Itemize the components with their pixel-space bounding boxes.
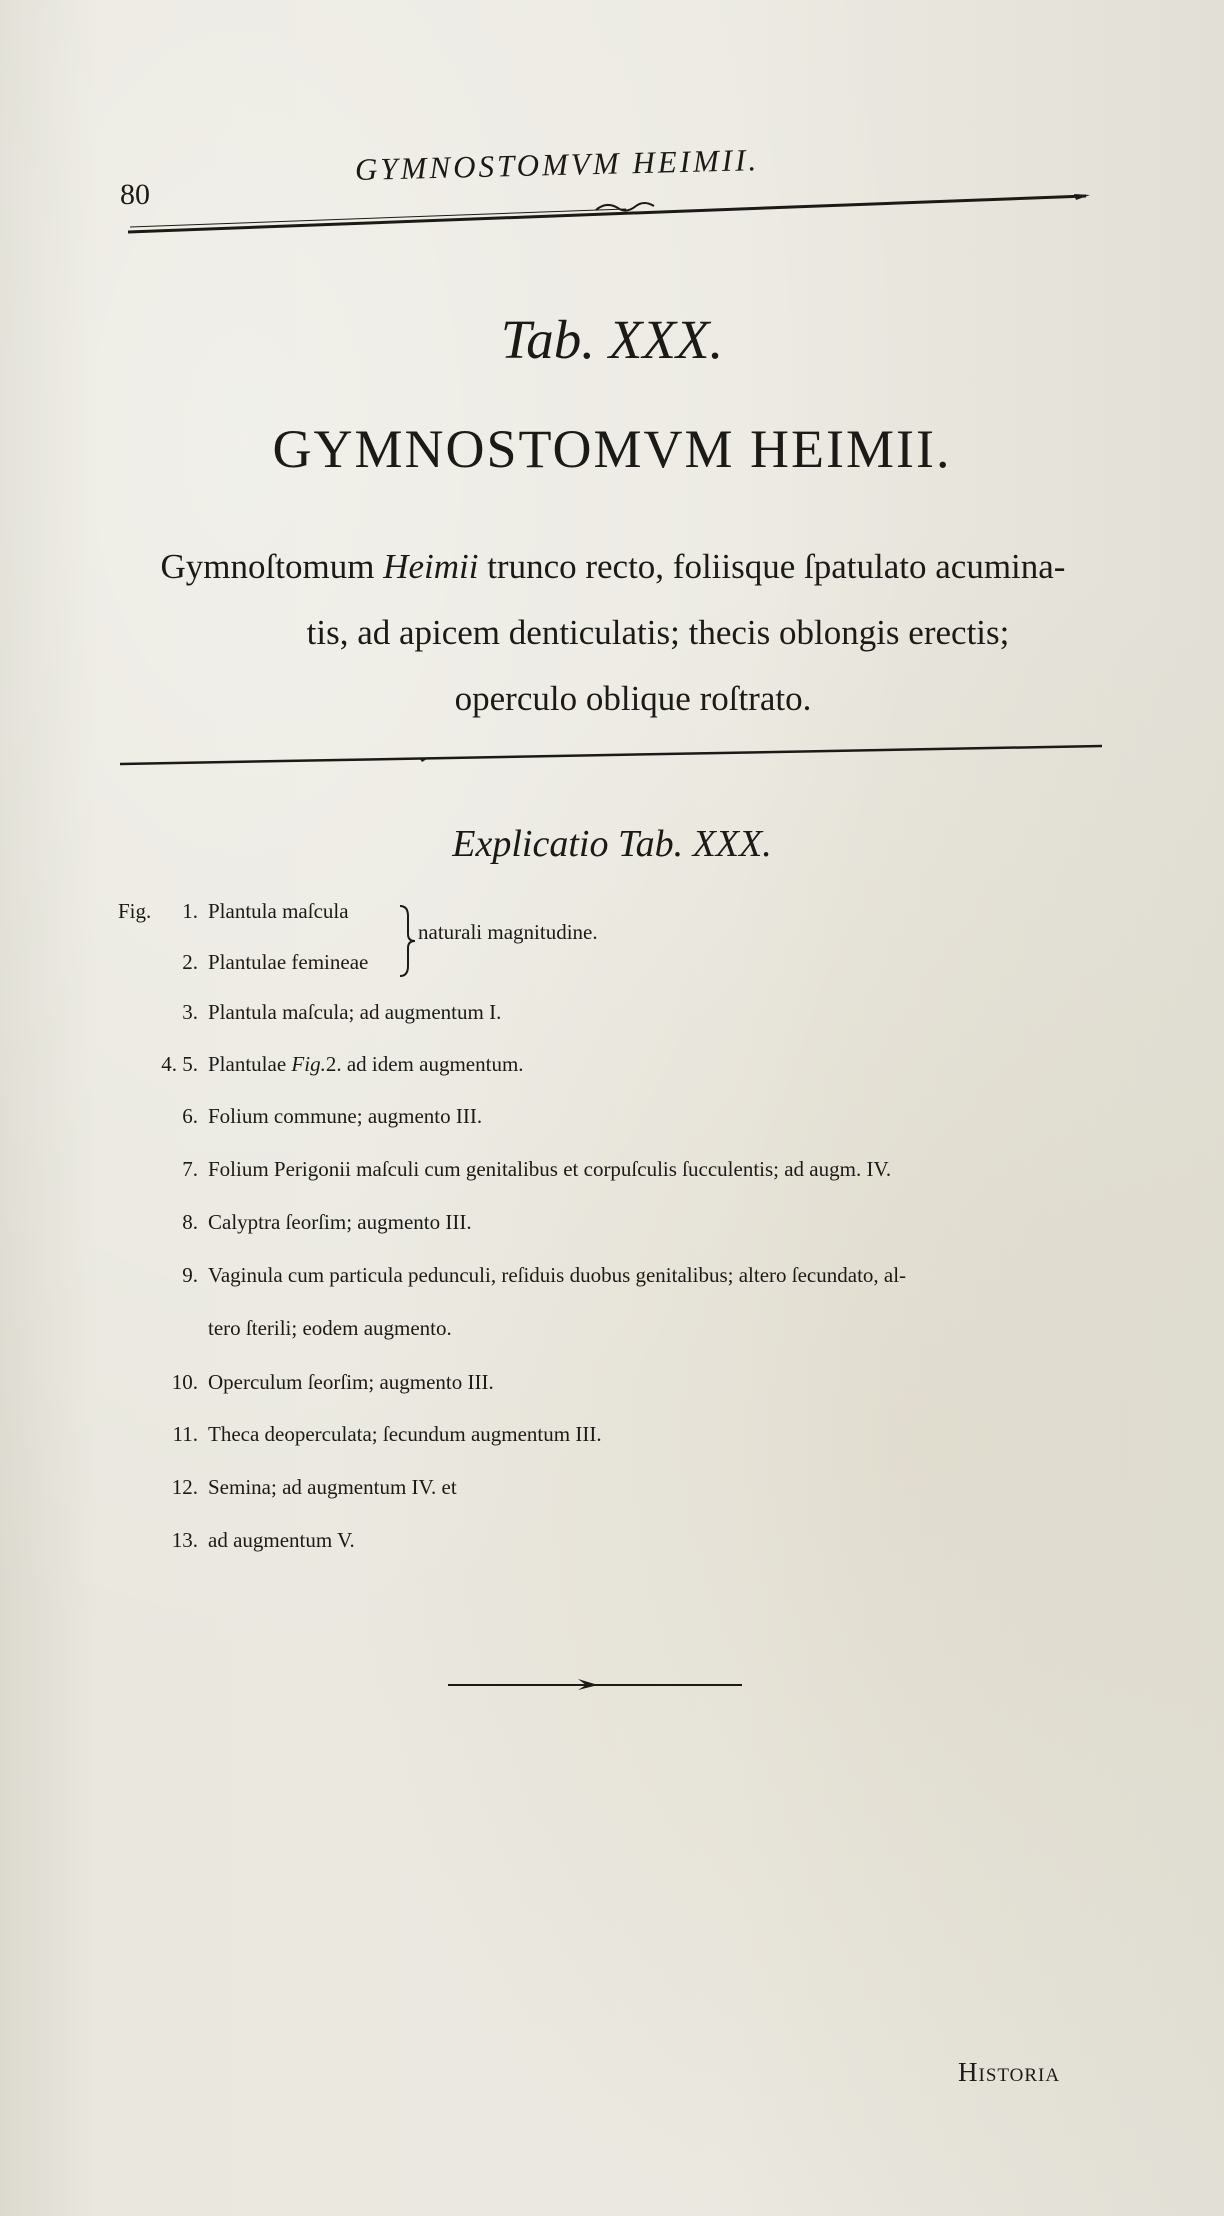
figure-description: Plantula maſcula; ad augmentum I. — [208, 1000, 502, 1024]
figure-description: Plantulae femineae — [208, 950, 369, 974]
plate-title: Tab. XXX. — [500, 309, 724, 370]
explanation-heading: Explicatio Tab. XXX. — [452, 823, 772, 865]
catchword: Historia — [958, 2057, 1061, 2087]
figure-number: 8. — [182, 1210, 198, 1234]
figure-description: Theca deoperculata; ſecundum augmentum III. — [208, 1422, 602, 1446]
figure-number: 12. — [171, 1475, 198, 1499]
diagnosis-line-1-rest: trunco recto, foliisque ſpatulato acumina- — [487, 547, 1066, 586]
figure-number: 2. — [182, 950, 198, 974]
species-heading: GYMNOSTOMVM HEIMII. — [272, 419, 952, 479]
diagnosis-line-1 — [118, 534, 1108, 600]
page-number: 80 — [120, 178, 150, 211]
figure-number: 7. — [182, 1157, 198, 1181]
figure-number: 10. — [171, 1370, 198, 1394]
diagnosis-line-2: tis, ad apicem denticulatis; thecis oblongis erectis; — [306, 613, 1010, 652]
figure-description: Plantulae Fig.2. ad idem augmentum. — [208, 1052, 524, 1076]
running-head: GYMNOSTOMVM HEIMII. — [354, 142, 760, 187]
figure-description: Folium commune; augmento III. — [208, 1104, 483, 1128]
right-brace — [398, 904, 418, 978]
diagnosis-epithet: Heimii — [383, 547, 479, 586]
figure-number: 9. — [182, 1263, 198, 1287]
figure-number: 6. — [182, 1104, 198, 1128]
header-rule-ornament — [126, 186, 1092, 236]
figure-description: Folium Perigonii maſculi cum genitalibus et corpuſculis ſucculentis; ad augm. IV. — [208, 1157, 892, 1181]
figure-description: ad augmentum V. — [208, 1528, 355, 1552]
figure-number: 11. — [172, 1422, 198, 1446]
diagnosis-genus: Gymnoſtomum — [160, 547, 375, 586]
fig-label: Fig. — [118, 899, 152, 923]
figure-number: 3. — [182, 1000, 198, 1024]
figure-description: Operculum ſeorſim; augmento III. — [208, 1370, 494, 1394]
section-rule — [120, 742, 1102, 768]
figure-number: 13. — [171, 1528, 198, 1552]
figure-description: Vaginula cum particula pedunculi, reſiduis duobus genitalibus; altero ſecundato, al- — [208, 1263, 907, 1287]
brace-note: naturali magnitudine. — [418, 920, 598, 944]
figure-description-continued: tero ſterili; eodem augmento. — [208, 1316, 452, 1340]
figure-description: Calyptra ſeorſim; augmento III. — [208, 1210, 472, 1234]
figure-description: Plantula maſcula — [208, 899, 349, 923]
bottom-rule-ornament — [448, 1676, 742, 1692]
species-diagnosis — [118, 534, 1108, 732]
figure-description: Semina; ad augmentum IV. et — [208, 1475, 457, 1499]
figure-number: 4. 5. — [161, 1052, 198, 1076]
diagnosis-line-3: operculo oblique roſtrato. — [454, 679, 812, 718]
figure-number: 1. — [182, 899, 198, 923]
